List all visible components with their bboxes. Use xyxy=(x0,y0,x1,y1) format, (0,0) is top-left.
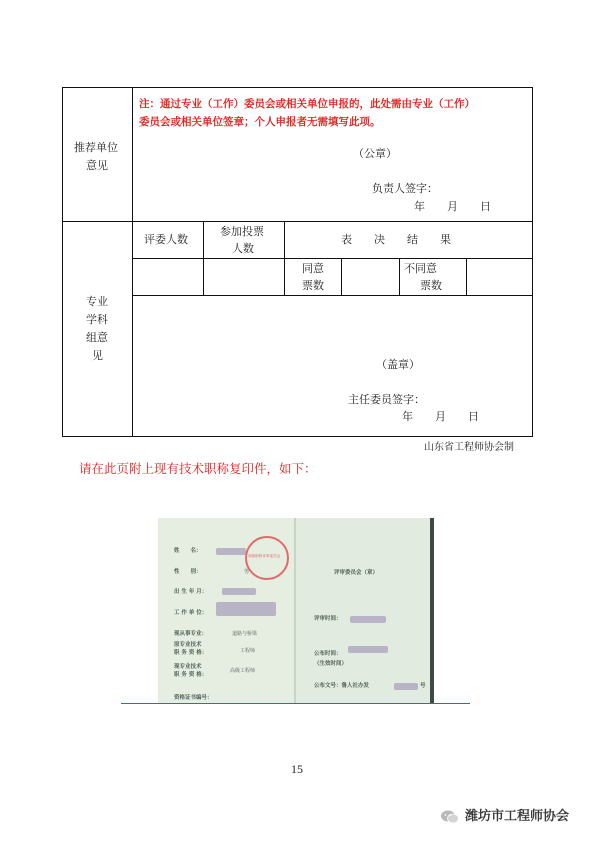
col-participants-header-2: 人数 xyxy=(232,242,254,255)
cert-redacted-employer xyxy=(216,602,276,616)
panel-label-line2: 学科 xyxy=(86,313,108,326)
cert-redacted-doc-no xyxy=(394,683,418,690)
panel-label-line4: 见 xyxy=(92,349,103,362)
recommend-note-line1: 注：通过专业（工作）委员会或相关单位申报的，此处需由专业（工作） xyxy=(139,98,475,110)
cert-right-publish-time: 公布时间： xyxy=(314,651,342,657)
cert-redacted-birth xyxy=(222,588,256,595)
cert-label-orig-title-1: 原专业技术 xyxy=(174,642,202,648)
seal-text: 高级职称评审委员会 xyxy=(248,554,281,558)
cert-right-review-time: 评审时间： xyxy=(314,616,342,622)
committee-seal xyxy=(245,536,289,580)
recommend-date: 年 月 日 xyxy=(414,200,491,213)
disagree-label-2: 票数 xyxy=(420,279,442,292)
panel-label-line3: 组意 xyxy=(86,331,108,344)
cert-redacted-publish-time xyxy=(348,646,388,653)
cert-doc-no-suffix: 号 xyxy=(420,683,426,689)
cert-label-gender: 性 别： xyxy=(174,569,202,575)
panel-seal: （盖章） xyxy=(376,358,420,371)
cert-label-employer: 工 作 单 位： xyxy=(174,610,208,616)
cert-right-effective: （生效时间） xyxy=(314,661,348,667)
attach-note: 请在此页附上现有技术职称复印件，如下： xyxy=(79,461,317,476)
cert-redacted-name xyxy=(216,548,246,555)
cert-label-birth: 出 生 年 月： xyxy=(174,589,208,595)
cert-value-orig-title: 工程师 xyxy=(240,648,256,654)
cert-value-major: 道路与桥梁 xyxy=(232,631,258,637)
cert-label-cur-title-1: 现专业技术 xyxy=(174,664,202,670)
panel-date: 年 月 日 xyxy=(402,410,479,423)
col-committee-header: 评委人数 xyxy=(144,233,188,246)
certificate-photo xyxy=(158,518,434,704)
disagree-label-1: 不同意 xyxy=(404,262,437,275)
cert-right-doc-no: 公布文号：鲁人社办发 xyxy=(314,683,370,689)
certificate-baseline xyxy=(121,703,470,704)
panel-signer: 主任委员签字： xyxy=(348,393,425,406)
cert-label-cert-no: 资格证书编号： xyxy=(174,695,213,701)
footer-brand: 潍坊市工程师协会 xyxy=(465,809,570,824)
cert-redacted-review-time xyxy=(350,616,386,623)
col-result-header: 表 决 结 果 xyxy=(341,233,451,246)
recommend-seal: （公章） xyxy=(353,147,397,160)
agree-label-1: 同意 xyxy=(302,262,324,275)
maker-credit: 山东省工程师协会制 xyxy=(424,442,514,453)
cert-value-cur-title: 高级工程师 xyxy=(230,668,256,674)
recommend-note-line2: 委员会或相关单位签章；个人申报者无需填写此项。 xyxy=(139,116,381,128)
col-participants-header-1: 参加投票 xyxy=(220,225,264,238)
cert-label-major: 现从事专业： xyxy=(174,631,208,637)
recommend-label-line1: 推荐单位 xyxy=(74,141,118,154)
cert-right-committee: 评审委员会（章） xyxy=(334,570,379,576)
wechat-icon xyxy=(440,809,460,823)
cert-label-orig-title-2: 职 务 资 格： xyxy=(174,650,208,656)
cert-value-gender: 男 xyxy=(244,569,250,575)
recommend-label-line2: 意见 xyxy=(86,159,108,172)
page-number: 15 xyxy=(291,762,303,776)
agree-label-2: 票数 xyxy=(302,279,324,292)
cert-label-name: 姓 名： xyxy=(174,548,202,554)
cert-label-cur-title-2: 职 务 资 格： xyxy=(174,672,208,678)
panel-label-line1: 专业 xyxy=(86,295,108,308)
recommend-signer: 负责人签字： xyxy=(372,182,438,195)
